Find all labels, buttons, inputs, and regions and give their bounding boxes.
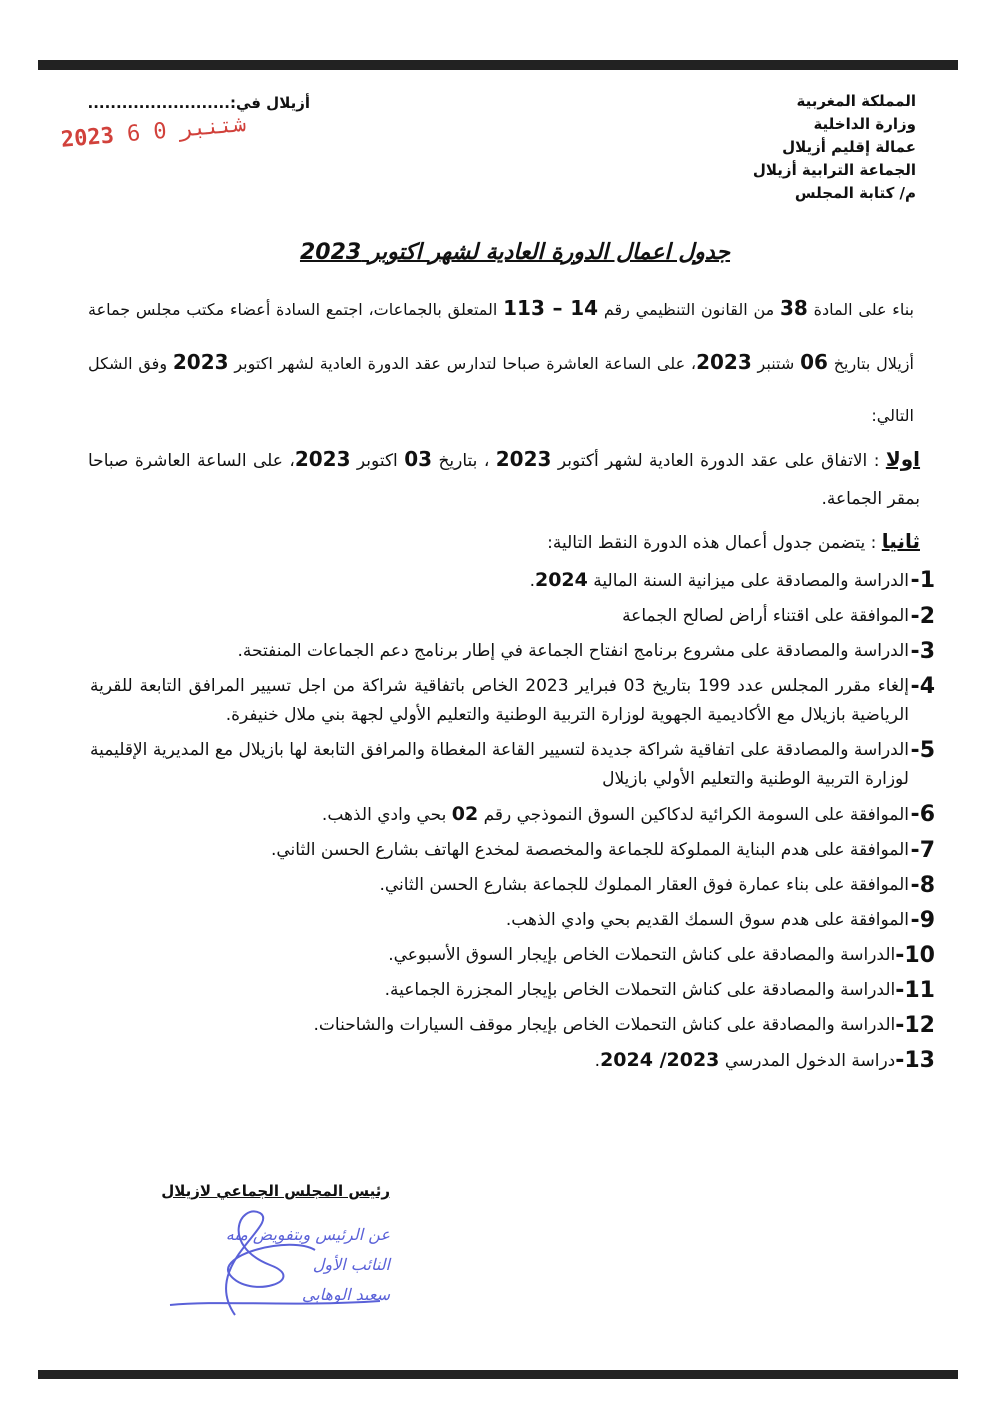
agenda-item-number: 10- bbox=[895, 943, 935, 968]
agenda-item-number: 7- bbox=[910, 838, 935, 863]
intro-article-number: 38 bbox=[780, 296, 808, 320]
section-first-text: اكتوبر bbox=[356, 451, 398, 471]
intro-text: بناء على المادة bbox=[813, 300, 914, 319]
bottom-border-rule bbox=[38, 1370, 958, 1379]
section-first-year: 2023 bbox=[495, 447, 552, 471]
agenda-item bbox=[90, 906, 935, 935]
intro-text: المتعلق بالجماعات، اجتمع السادة أعضاء مكتب مجلس جماعة أزيلال بتاريخ bbox=[88, 300, 914, 373]
agenda-item-emphasis: 2023/ 2024 bbox=[600, 1049, 720, 1071]
agenda-item-emphasis: 2024 bbox=[534, 569, 588, 591]
agenda-item-text bbox=[90, 836, 909, 865]
agenda-item-body: دراسة الدخول المدرسي bbox=[724, 1051, 896, 1071]
agenda-item-text bbox=[90, 976, 895, 1005]
agenda-item bbox=[90, 637, 935, 666]
signature-line-delegation: عن الرئيس وبتفويض منه bbox=[225, 1225, 390, 1244]
agenda-item-text bbox=[90, 602, 909, 631]
letterhead-line-ministry: وزارة الداخلية bbox=[813, 115, 916, 133]
agenda-item bbox=[90, 1011, 935, 1040]
document-title: جدول اعمال الدورة العادية لشهر اكتوبر 2023 bbox=[299, 240, 731, 265]
agenda-item-number: 2- bbox=[910, 604, 935, 629]
agenda-item-number: 6- bbox=[910, 802, 935, 827]
agenda-item-suffix: . bbox=[529, 571, 535, 591]
intro-year: 2023 bbox=[172, 350, 229, 374]
letterhead-line-commune: الجماعة الترابية أزيلال bbox=[752, 161, 916, 179]
stamp-month: شتنبر bbox=[178, 111, 247, 143]
agenda-item-number: 4- bbox=[910, 674, 935, 699]
agenda-item-number: 12- bbox=[895, 1013, 935, 1038]
agenda-item-body: الموافقة على بناء عمارة فوق العقار المملوك للجماعة بشارع الحسن الثاني. bbox=[379, 875, 909, 895]
agenda-item-body: إلغاء مقرر المجلس عدد 199 بتاريخ 03 فبراير 2023 الخاص باتفاقية شراكة من اجل تسيير المرافق التابعة للقرية الرياضية بازيلال مع الأكاديمية الجهوية لوزارة التربية الوطنية والتعليم الأولي لجهة بني ملال خنيفرة. bbox=[90, 676, 909, 725]
agenda-item-body: الموافقة على هدم سوق السمك القديم بحي وادي الذهب. bbox=[505, 910, 909, 930]
agenda-item-number: 8- bbox=[910, 873, 935, 898]
agenda-item-text bbox=[90, 871, 909, 900]
agenda-item-suffix: . bbox=[594, 1051, 601, 1071]
stamp-day: 0 6 bbox=[125, 118, 168, 148]
intro-year: 2023 bbox=[696, 350, 752, 374]
signature-line-deputy: النائب الأول bbox=[312, 1255, 390, 1274]
section-second bbox=[88, 522, 920, 562]
section-second-label: ثانيا bbox=[881, 529, 920, 553]
place-date-line: أزيلال في:......................... bbox=[87, 94, 310, 112]
letterhead-line-province: عمالة إقليم أزيلال bbox=[782, 138, 916, 156]
section-first-label: اولا bbox=[885, 447, 921, 471]
intro-text: من القانون التنظيمي رقم bbox=[603, 300, 775, 319]
agenda-item-number: 13- bbox=[895, 1048, 935, 1073]
agenda-item-body: الموافقة على اقتناء أراض لصالح الجماعة bbox=[622, 606, 909, 626]
date-stamp bbox=[60, 112, 247, 153]
section-first-text: ، بتاريخ bbox=[438, 451, 490, 471]
agenda-item-body: الدراسة والمصادقة على كناش التحملات الخاص بإيجار السوق الأسبوعي. bbox=[388, 945, 896, 965]
agenda-item-number: 11- bbox=[895, 978, 935, 1003]
agenda-item-emphasis: 02 bbox=[451, 803, 479, 825]
intro-paragraph bbox=[88, 282, 914, 442]
agenda-item bbox=[90, 672, 935, 730]
signature-stamp-text bbox=[150, 1220, 390, 1310]
agenda-item-number: 3- bbox=[910, 639, 935, 664]
agenda-item bbox=[90, 800, 935, 830]
agenda-item-body: الدراسة والمصادقة على مشروع برنامج انفتاح الجماعة في إطار برنامج دعم الجماعات المنفتحة. bbox=[237, 641, 909, 661]
agenda-item-text bbox=[90, 1011, 895, 1040]
agenda-item bbox=[90, 941, 935, 970]
section-first-text: ، على الساعة العاشرة صباحا بمقر الجماعة. bbox=[88, 451, 920, 509]
agenda-item-text bbox=[90, 736, 909, 794]
agenda-item bbox=[90, 871, 935, 900]
agenda-item bbox=[90, 976, 935, 1005]
agenda-item-text bbox=[90, 906, 909, 935]
intro-text: شتنبر bbox=[757, 354, 795, 373]
signatory-title: رئيس المجلس الجماعي لازيلال bbox=[161, 1182, 390, 1200]
agenda-item-text bbox=[90, 1046, 895, 1076]
stamp-year: 2023 bbox=[60, 123, 115, 153]
intro-law-number: 14 – 113 bbox=[503, 296, 599, 320]
agenda-item bbox=[90, 836, 935, 865]
top-border-rule bbox=[38, 60, 958, 70]
section-first bbox=[88, 440, 920, 518]
agenda-item-body: الموافقة على السومة الكرائية لدكاكين السوق النموذجي رقم bbox=[483, 805, 909, 825]
signature-line-name: سعيد الوهابي bbox=[301, 1285, 390, 1304]
agenda-item-text bbox=[90, 941, 895, 970]
agenda-item-body: الدراسة والمصادقة على كناش التحملات الخاص بإيجار المجزرة الجماعية. bbox=[384, 980, 896, 1000]
agenda-list bbox=[90, 566, 935, 1082]
section-first-year: 2023 bbox=[294, 447, 351, 471]
agenda-item bbox=[90, 602, 935, 631]
agenda-item-number: 5- bbox=[910, 738, 935, 763]
section-first-text: : الاتفاق على عقد الدورة العادية لشهر أكتوبر bbox=[557, 451, 880, 471]
agenda-item bbox=[90, 736, 935, 794]
agenda-item-body: الدراسة والمصادقة على كناش التحملات الخاص بإيجار موقف السيارات والشاحنات. bbox=[313, 1015, 896, 1035]
agenda-item-body: الدراسة والمصادقة على ميزانية السنة المالية bbox=[593, 571, 909, 591]
intro-text: ، على الساعة العاشرة صباحا لتدارس عقد الدورة العادية لشهر اكتوبر bbox=[234, 354, 697, 373]
agenda-item-text bbox=[90, 637, 909, 666]
agenda-item-body: الموافقة على هدم البناية المملوكة للجماعة والمخصصة لمخدع الهاتف بشارع الحسن الثاني. bbox=[270, 840, 909, 860]
agenda-item-text bbox=[90, 672, 909, 730]
agenda-item-number: 9- bbox=[910, 908, 935, 933]
intro-text: وفق الشكل التالي: bbox=[88, 354, 914, 425]
agenda-item-text bbox=[90, 566, 909, 596]
intro-day: 06 bbox=[800, 350, 828, 374]
agenda-item-number: 1- bbox=[910, 568, 935, 593]
section-second-text: : يتضمن جدول أعمال هذه الدورة النقط التالية: bbox=[547, 533, 877, 553]
letterhead bbox=[676, 90, 916, 205]
agenda-item-text bbox=[90, 800, 909, 830]
letterhead-line-secretariat: م/ كتابة المجلس bbox=[794, 184, 916, 202]
agenda-item bbox=[90, 1046, 935, 1076]
section-first-day: 03 bbox=[404, 447, 433, 471]
letterhead-line-kingdom: المملكة المغربية bbox=[796, 92, 916, 110]
agenda-item-suffix: بحي وادي الذهب. bbox=[321, 805, 447, 825]
agenda-item bbox=[90, 566, 935, 596]
agenda-item-body: الدراسة والمصادقة على اتفاقية شراكة جديدة لتسيير القاعة المغطاة والمرافق التابعة لها بازيلال مع المديرية الإقليمية لوزارة التربية الوطنية والتعليم الأولي بازيلال bbox=[90, 740, 909, 789]
